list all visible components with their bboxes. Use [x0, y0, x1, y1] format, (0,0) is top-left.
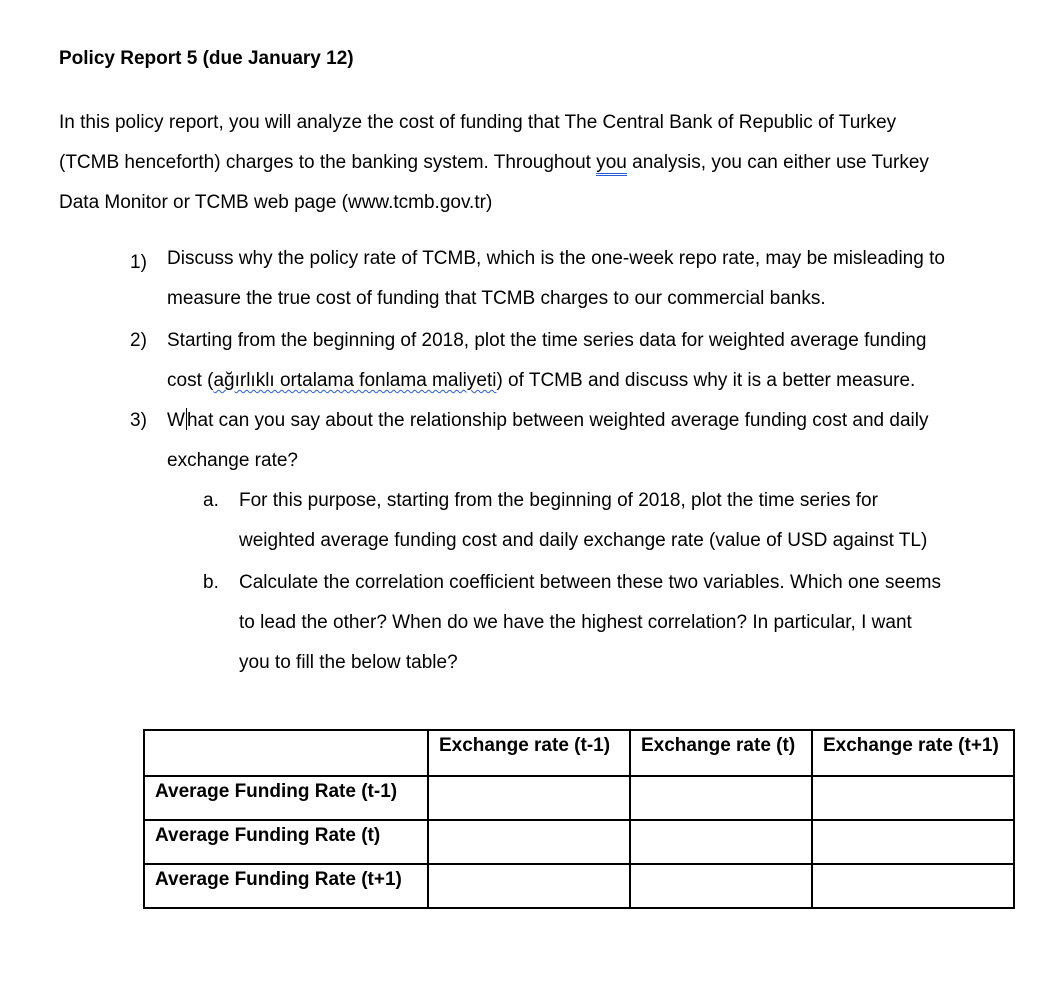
- question-1: [130, 243, 1030, 323]
- correlation-table: [143, 729, 1015, 909]
- table-cell[interactable]: [630, 776, 812, 820]
- intro-line-2-start: (TCMB henceforth) charges to the banking system. Throughout: [59, 152, 597, 173]
- table-cell[interactable]: [812, 864, 1014, 908]
- table-cell[interactable]: [630, 864, 812, 908]
- question-3-first-letter: W: [167, 410, 185, 431]
- table-cell[interactable]: [812, 776, 1014, 820]
- intro-paragraph: [59, 103, 1019, 223]
- spellcheck-flag-turkish[interactable]: ağırlıklı ortalama fonlama maliyeti: [213, 370, 497, 391]
- intro-line-2-end: analysis, you can either use Turkey: [626, 152, 929, 173]
- question-2-line-2-start: cost (: [167, 370, 214, 391]
- question-1-line-1: Discuss why the policy rate of TCMB, which is the one-week repo rate, may be misleading to: [167, 248, 945, 269]
- row-header: Average Funding Rate (t): [144, 820, 428, 864]
- column-header: Exchange rate (t-1): [428, 730, 630, 776]
- question-number: 1): [130, 252, 147, 273]
- table-row: [144, 776, 1014, 820]
- subquestion-a: [167, 485, 1030, 565]
- question-2: [130, 325, 1030, 405]
- subquestion-b-line-3: you to fill the below table?: [239, 652, 458, 673]
- table-row: [144, 864, 1014, 908]
- grammar-flag-you[interactable]: you: [596, 152, 627, 176]
- question-2-line-2-end: ) of TCMB and discuss why it is a better measure.: [496, 370, 916, 391]
- subquestion-a-line-1: For this purpose, starting from the beginning of 2018, plot the time series for: [239, 490, 878, 511]
- question-3-line-2: exchange rate?: [167, 450, 298, 471]
- table-cell[interactable]: [630, 820, 812, 864]
- table-cell[interactable]: [812, 820, 1014, 864]
- intro-line-3: Data Monitor or TCMB web page (www.tcmb.gov.tr): [59, 192, 493, 213]
- report-title: Policy Report 5 (due January 12): [59, 48, 354, 69]
- table-header-row: [144, 730, 1014, 776]
- question-3-line-1-rest: hat can you say about the relationship between weighted average funding cost and daily: [186, 410, 929, 431]
- table-row: [144, 820, 1014, 864]
- subquestion-b-line-1: Calculate the correlation coefficient between these two variables. Which one seems: [239, 572, 941, 593]
- column-header: Exchange rate (t+1): [812, 730, 1014, 776]
- question-number: 2): [130, 330, 147, 351]
- question-3: [130, 405, 1030, 485]
- subquestion-a-line-2: weighted average funding cost and daily exchange rate (value of USD against TL): [239, 530, 928, 551]
- question-1-line-2: measure the true cost of funding that TCMB charges to our commercial banks.: [167, 288, 826, 309]
- intro-line-1: In this policy report, you will analyze the cost of funding that The Central Bank of Republic of Turkey: [59, 112, 897, 133]
- subquestion-b: [167, 567, 1030, 687]
- table-cell[interactable]: [428, 820, 630, 864]
- column-header: Exchange rate (t): [630, 730, 812, 776]
- question-list: [130, 243, 1030, 687]
- table-cell[interactable]: [428, 864, 630, 908]
- question-2-line-1: Starting from the beginning of 2018, plot the time series data for weighted average funding: [167, 330, 927, 351]
- subquestion-letter: a.: [203, 490, 219, 511]
- intro-line-2: [59, 143, 1019, 183]
- subquestion-letter: b.: [203, 572, 219, 593]
- subquestion-b-line-2: to lead the other? When do we have the highest correlation? In particular, I want: [239, 612, 912, 633]
- row-header: Average Funding Rate (t-1): [144, 776, 428, 820]
- table-cell[interactable]: [428, 776, 630, 820]
- row-header: Average Funding Rate (t+1): [144, 864, 428, 908]
- table-corner-cell[interactable]: [144, 730, 428, 776]
- question-2-line-2: [167, 365, 1030, 405]
- question-3-line-1: [167, 405, 1030, 445]
- question-number: 3): [130, 410, 147, 431]
